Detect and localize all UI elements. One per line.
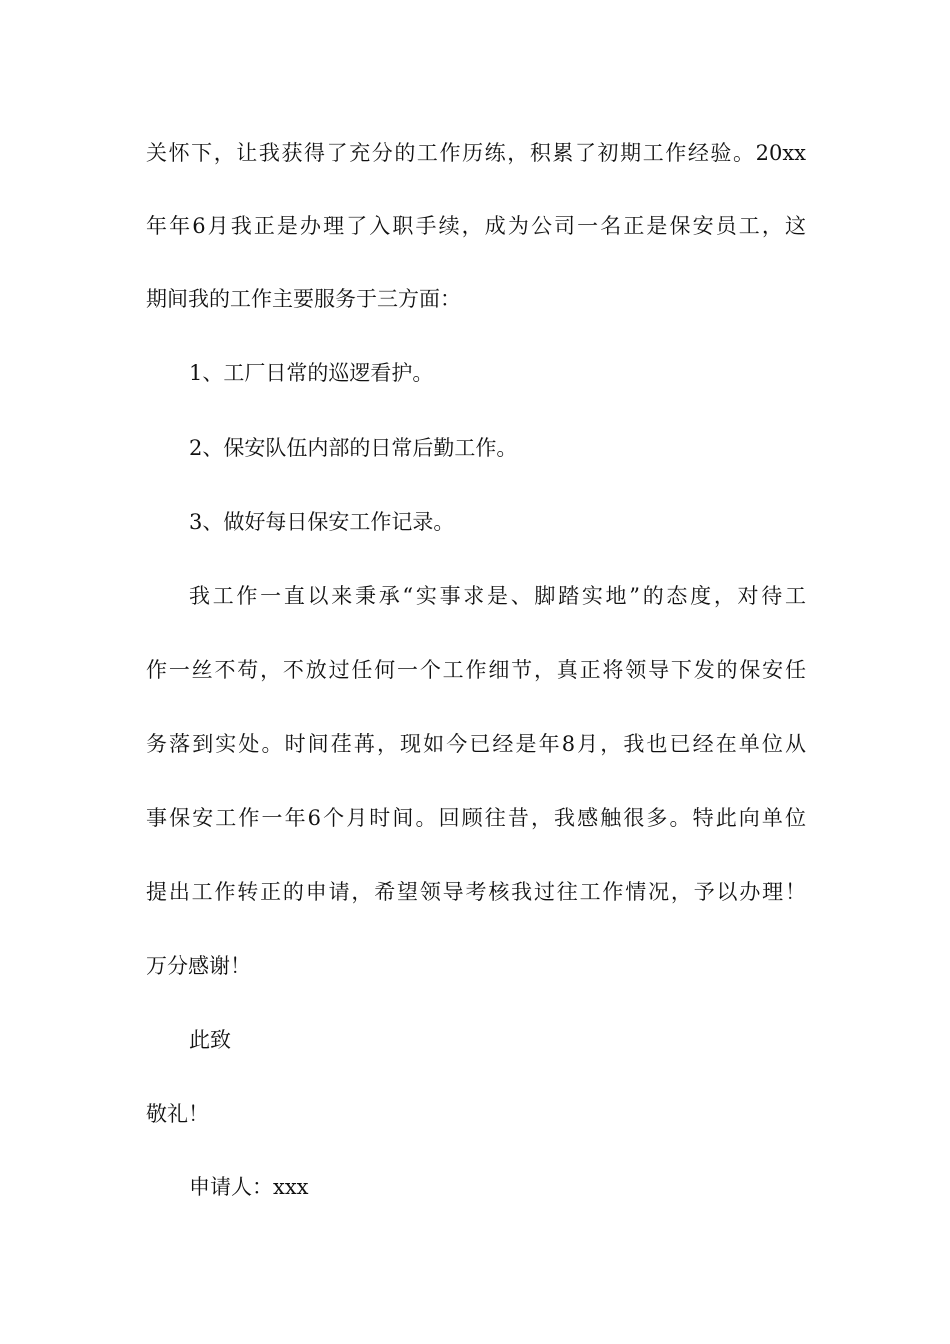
list-item: 3、做好每日保安工作记录。 [189, 510, 455, 534]
paragraph-line: 年年6月我正是办理了入职手续，成为公司一名正是保安员工，这 [146, 214, 806, 238]
paragraph-line: 我工作一直以来秉承“实事求是、脚踏实地”的态度，对待工 [189, 584, 806, 608]
paragraph-line: 事保安工作一年6个月时间。回顾往昔，我感触很多。特此向单位 [146, 806, 806, 830]
list-item: 2、保安队伍内部的日常后勤工作。 [189, 436, 518, 460]
closing-salutation: 此致 [189, 1028, 231, 1052]
paragraph-line: 提出工作转正的申请，希望领导考核我过往工作情况，予以办理！ [146, 880, 806, 904]
paragraph-line: 作一丝不苟，不放过任何一个工作细节，真正将领导下发的保安任 [146, 658, 806, 682]
paragraph-line: 期间我的工作主要服务于三方面： [146, 287, 461, 311]
paragraph-line: 务落到实处。时间荏苒，现如今已经是年8月，我也已经在单位从 [146, 732, 806, 756]
closing-regards: 敬礼！ [146, 1102, 209, 1126]
paragraph-line: 关怀下，让我获得了充分的工作历练，积累了初期工作经验。20xx [146, 141, 806, 165]
list-item: 1、工厂日常的巡逻看护。 [189, 361, 434, 385]
paragraph-line: 万分感谢！ [146, 954, 251, 978]
applicant-signature: 申请人：xxx [189, 1175, 309, 1199]
